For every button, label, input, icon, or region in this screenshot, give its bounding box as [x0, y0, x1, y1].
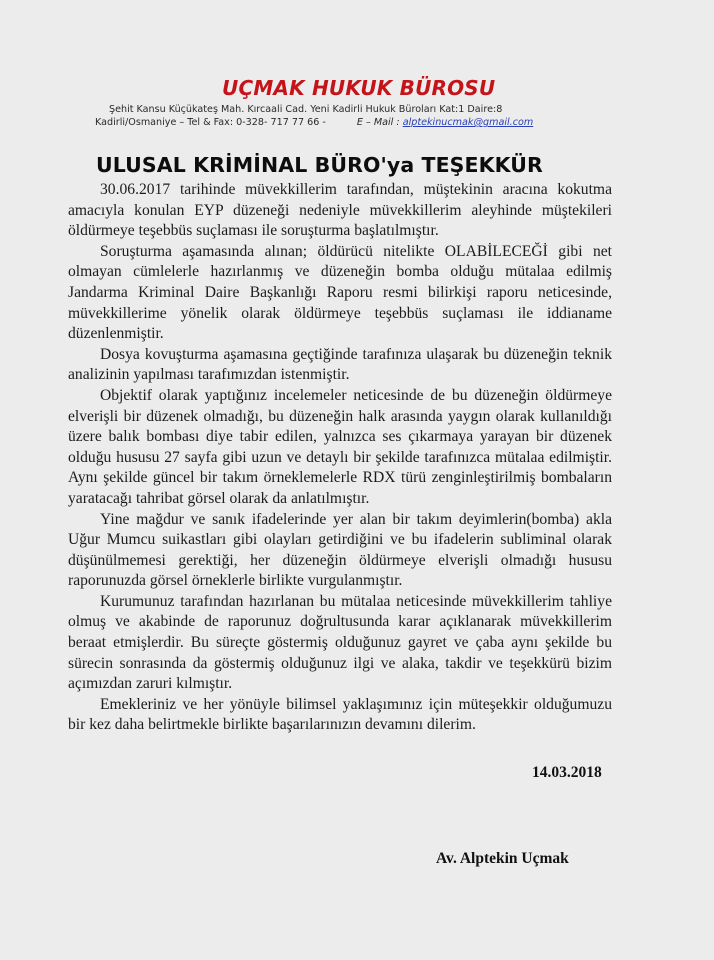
paragraph-2: Soruşturma aşamasında alınan; öldürücü nitelikte OLABİLECEĞİ gibi net olmayan cümlelerle hazırlanmış ve düzeneğin bomba olduğu mütalaa edilmiş Jandarma Kriminal Daire Başkanlığı Raporu resmi bilirkişi raporu neticesinde, müvekkillerime yönelik olarak öldürmeye teşebbüs suçlaması ile iddianame düzenlenmiştir.: [68, 242, 612, 343]
letter-body: [68, 180, 612, 736]
firm-name: UÇMAK HUKUK BÜROSU: [222, 76, 496, 100]
email-label: E – Mail :: [356, 117, 400, 128]
paragraph-4: Objektif olarak yaptığınız incelemeler neticesinde de bu düzeneğin öldürmeye elverişli bir düzenek olmadığı, bu düzeneğin halk arasında yaygın olarak kullanıldığı üzere balık bombası diye tabir edilen, yalnızca ses çıkarmaya yarayan bir düzenek olduğu hususu 27 sayfa gibi uzun ve detaylı bir şekilde tarafınızca mütalaa edilmiştir. Aynı şekilde güncel bir takım örneklemelerle RDX türü zenginleştirilmiş bombaların yaratacağı tahribat görsel olarak da anlatılmıştır.: [68, 386, 612, 507]
address-line-1: Şehit Kansu Küçükateş Mah. Kırcaali Cad. Yeni Kadirli Hukuk Büroları Kat:1 Daire:8: [109, 104, 503, 115]
signature: Av. Alptekin Uçmak: [436, 850, 569, 867]
email-link[interactable]: alptekinucmak@gmail.com: [402, 117, 534, 128]
document-title: ULUSAL KRİMİNAL BÜRO'ya TEŞEKKÜR: [96, 153, 543, 177]
address-line-2: [95, 117, 533, 129]
paragraph-6: Kurumunuz tarafından hazırlanan bu mütalaa neticesinde müvekkillerim tahliye olmuş ve akabinde de raporunuz doğrultusunda karar açıklanarak müvekkillerim beraat etmişlerdir. Bu süreçte göstermiş olduğunuz gayret ve çaba aynı şekilde bu sürecin sonrasında da göstermiş olduğunuz ilgi ve alaka, takdir ve teşekkürü bizim açımızdan zaruri kılmıştır.: [68, 592, 612, 693]
paragraph-1: 30.06.2017 tarihinde müvekkillerim tarafından, müştekinin aracına kokutma amacıyla konulan EYP düzeneği nedeniyle müvekkillerim aleyhinde müştekileri öldürmeye teşebbüs suçlaması ile soruşturma başlatılmıştır.: [68, 181, 612, 240]
paragraph-3: Dosya kovuşturma aşamasına geçtiğinde tarafınıza ulaşarak bu düzeneğin teknik analizinin yapılması tarafımızdan istenmiştir.: [68, 345, 612, 384]
address-phone: Kadirli/Osmaniye – Tel & Fax: 0-328- 717 77 66 -: [95, 117, 326, 128]
letter-date: 14.03.2018: [532, 764, 602, 781]
paragraph-7: Emekleriniz ve her yönüyle bilimsel yaklaşımınız için müteşekkir olduğumuzu bir kez daha belirtmekle birlikte başarılarınızın devamını dilerim.: [68, 695, 612, 734]
paragraph-5: Yine mağdur ve sanık ifadelerinde yer alan bir takım deyimlerin(bomba) akla Uğur Mumcu suikastları gibi olayları getirdiğini ve bu ifadelerin subliminal olarak düşünülmemesi gerektiği, her düzeneğin öldürmeye elverişli olmadığı hususu raporunuzda görsel örneklerle birlikte vurgulanmıştır.: [68, 510, 612, 590]
